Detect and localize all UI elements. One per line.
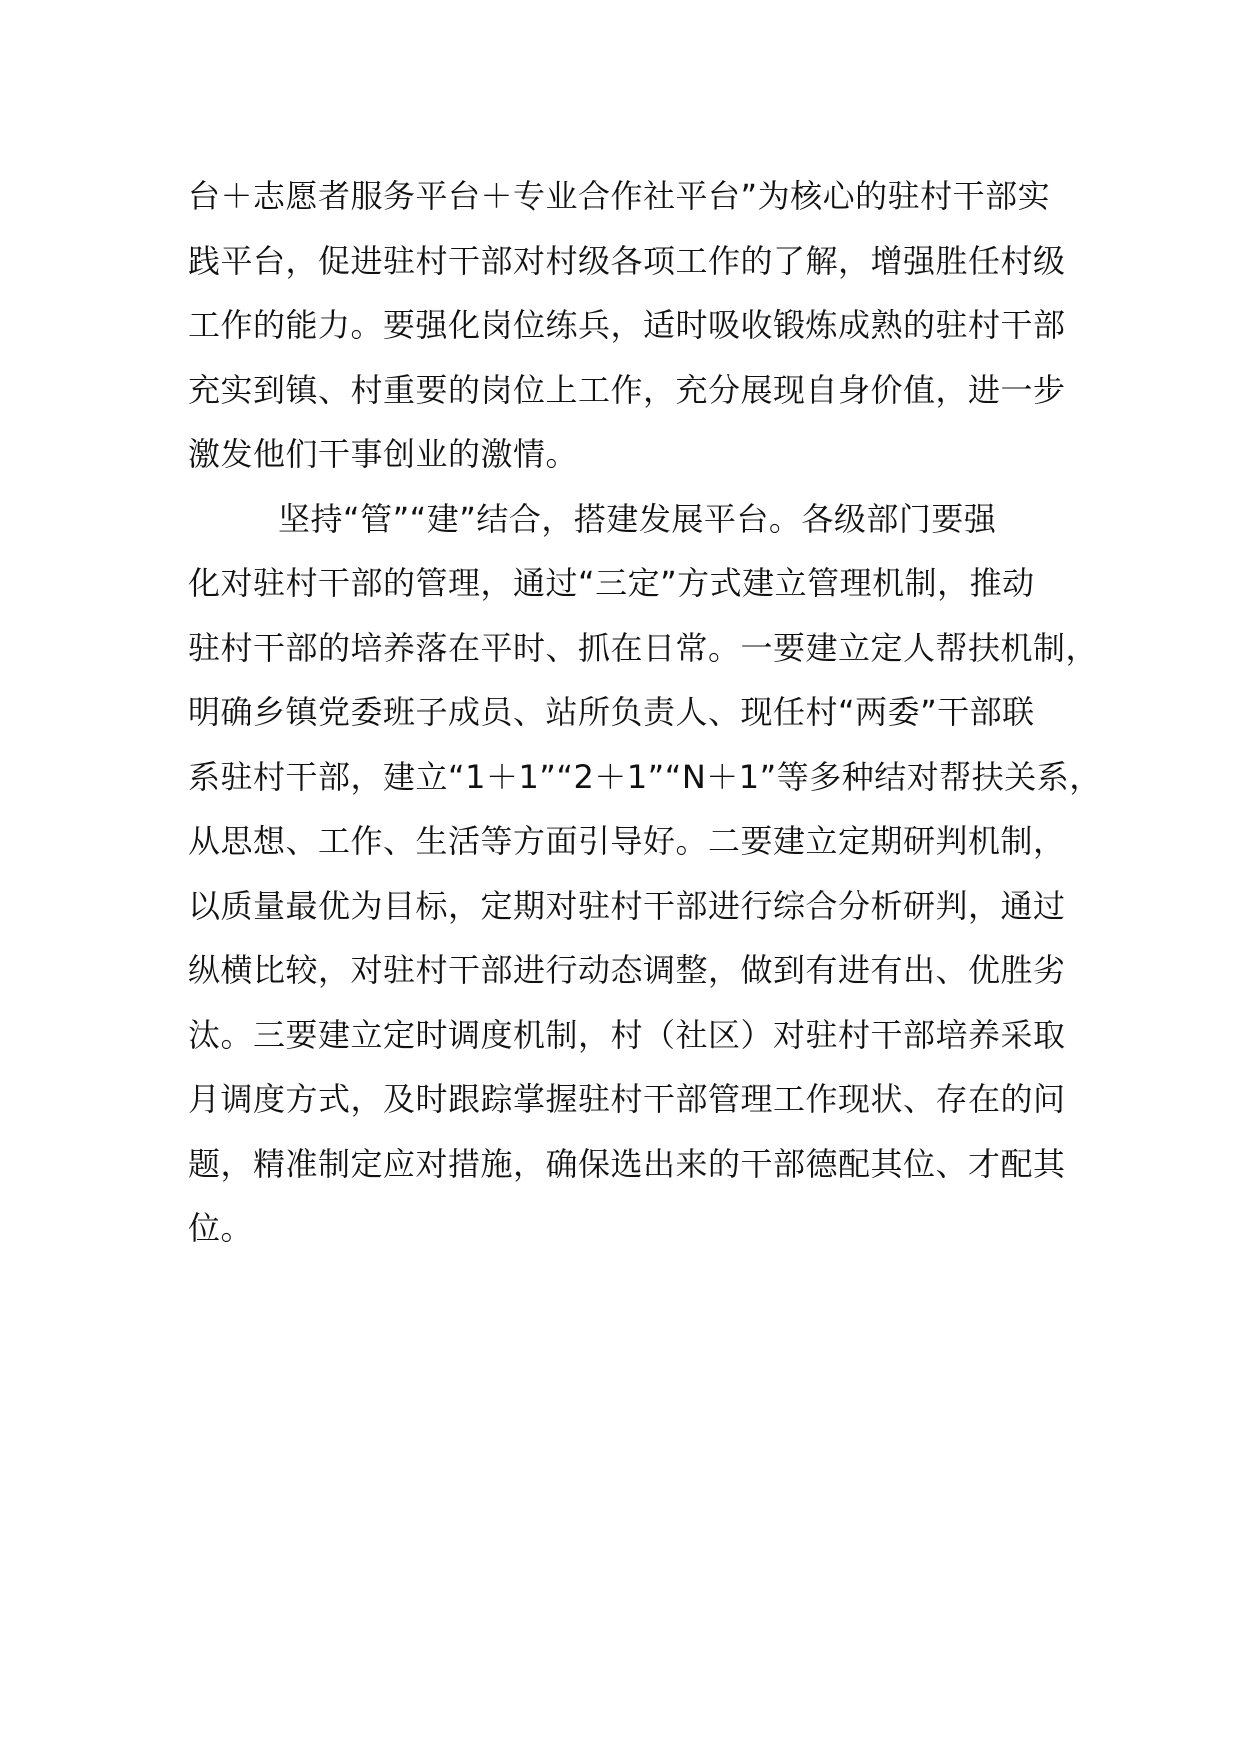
paragraph-2: [188, 487, 1102, 1261]
text-line: 工作的能力。要强化岗位练兵，适时吸收锻炼成熟的驻村干部: [188, 306, 1066, 344]
text-line: 位。: [188, 1209, 254, 1247]
paragraph-1: [188, 164, 1088, 487]
text-line: 践平台，促进驻村干部对村级各项工作的了解，增强胜任村级: [188, 241, 1066, 280]
text-line: 汰。三要建立定时调度机制，村（社区）对驻村干部培养采取: [188, 1015, 1066, 1054]
text-line: 驻村干部的培养落在平时、抓在日常。一要建立定人帮扶机制，: [188, 628, 1099, 667]
text-line: 充实到镇、村重要的岗位上工作，充分展现自身价值，进一步: [188, 370, 1066, 409]
text-line: 系驻村干部，建立“1＋1”“2＋1”“N＋1”等多种结对帮扶关系，: [188, 757, 1102, 796]
text-line: 月调度方式，及时跟踪掌握驻村干部管理工作现状、存在的问: [188, 1080, 1066, 1118]
text-line: 明确乡镇党委班子成员、站所负责人、现任村“两委”干部联: [188, 693, 1035, 731]
body-text: [188, 164, 1102, 1261]
text-line: 化对驻村干部的管理，通过“三定”方式建立管理机制，推动: [188, 564, 1035, 602]
text-line: 激发他们干事创业的激情。: [188, 435, 579, 473]
text-line: 从思想、工作、生活等方面引导好。二要建立定期研判机制，: [188, 822, 1066, 860]
text-line: 以质量最优为目标，定期对驻村干部进行综合分析研判，通过: [188, 886, 1066, 925]
text-line: 题，精准制定应对措施，确保选出来的干部德配其位、才配其: [188, 1144, 1066, 1183]
text-line-indented: 坚持“管”“建”结合，搭建发展平台。各级部门要强: [278, 499, 997, 538]
text-line: 台＋志愿者服务平台＋专业合作社平台”为核心的驻村干部实: [188, 177, 1051, 215]
text-line: 纵横比较，对驻村干部进行动态调整，做到有进有出、优胜劣: [188, 951, 1066, 989]
